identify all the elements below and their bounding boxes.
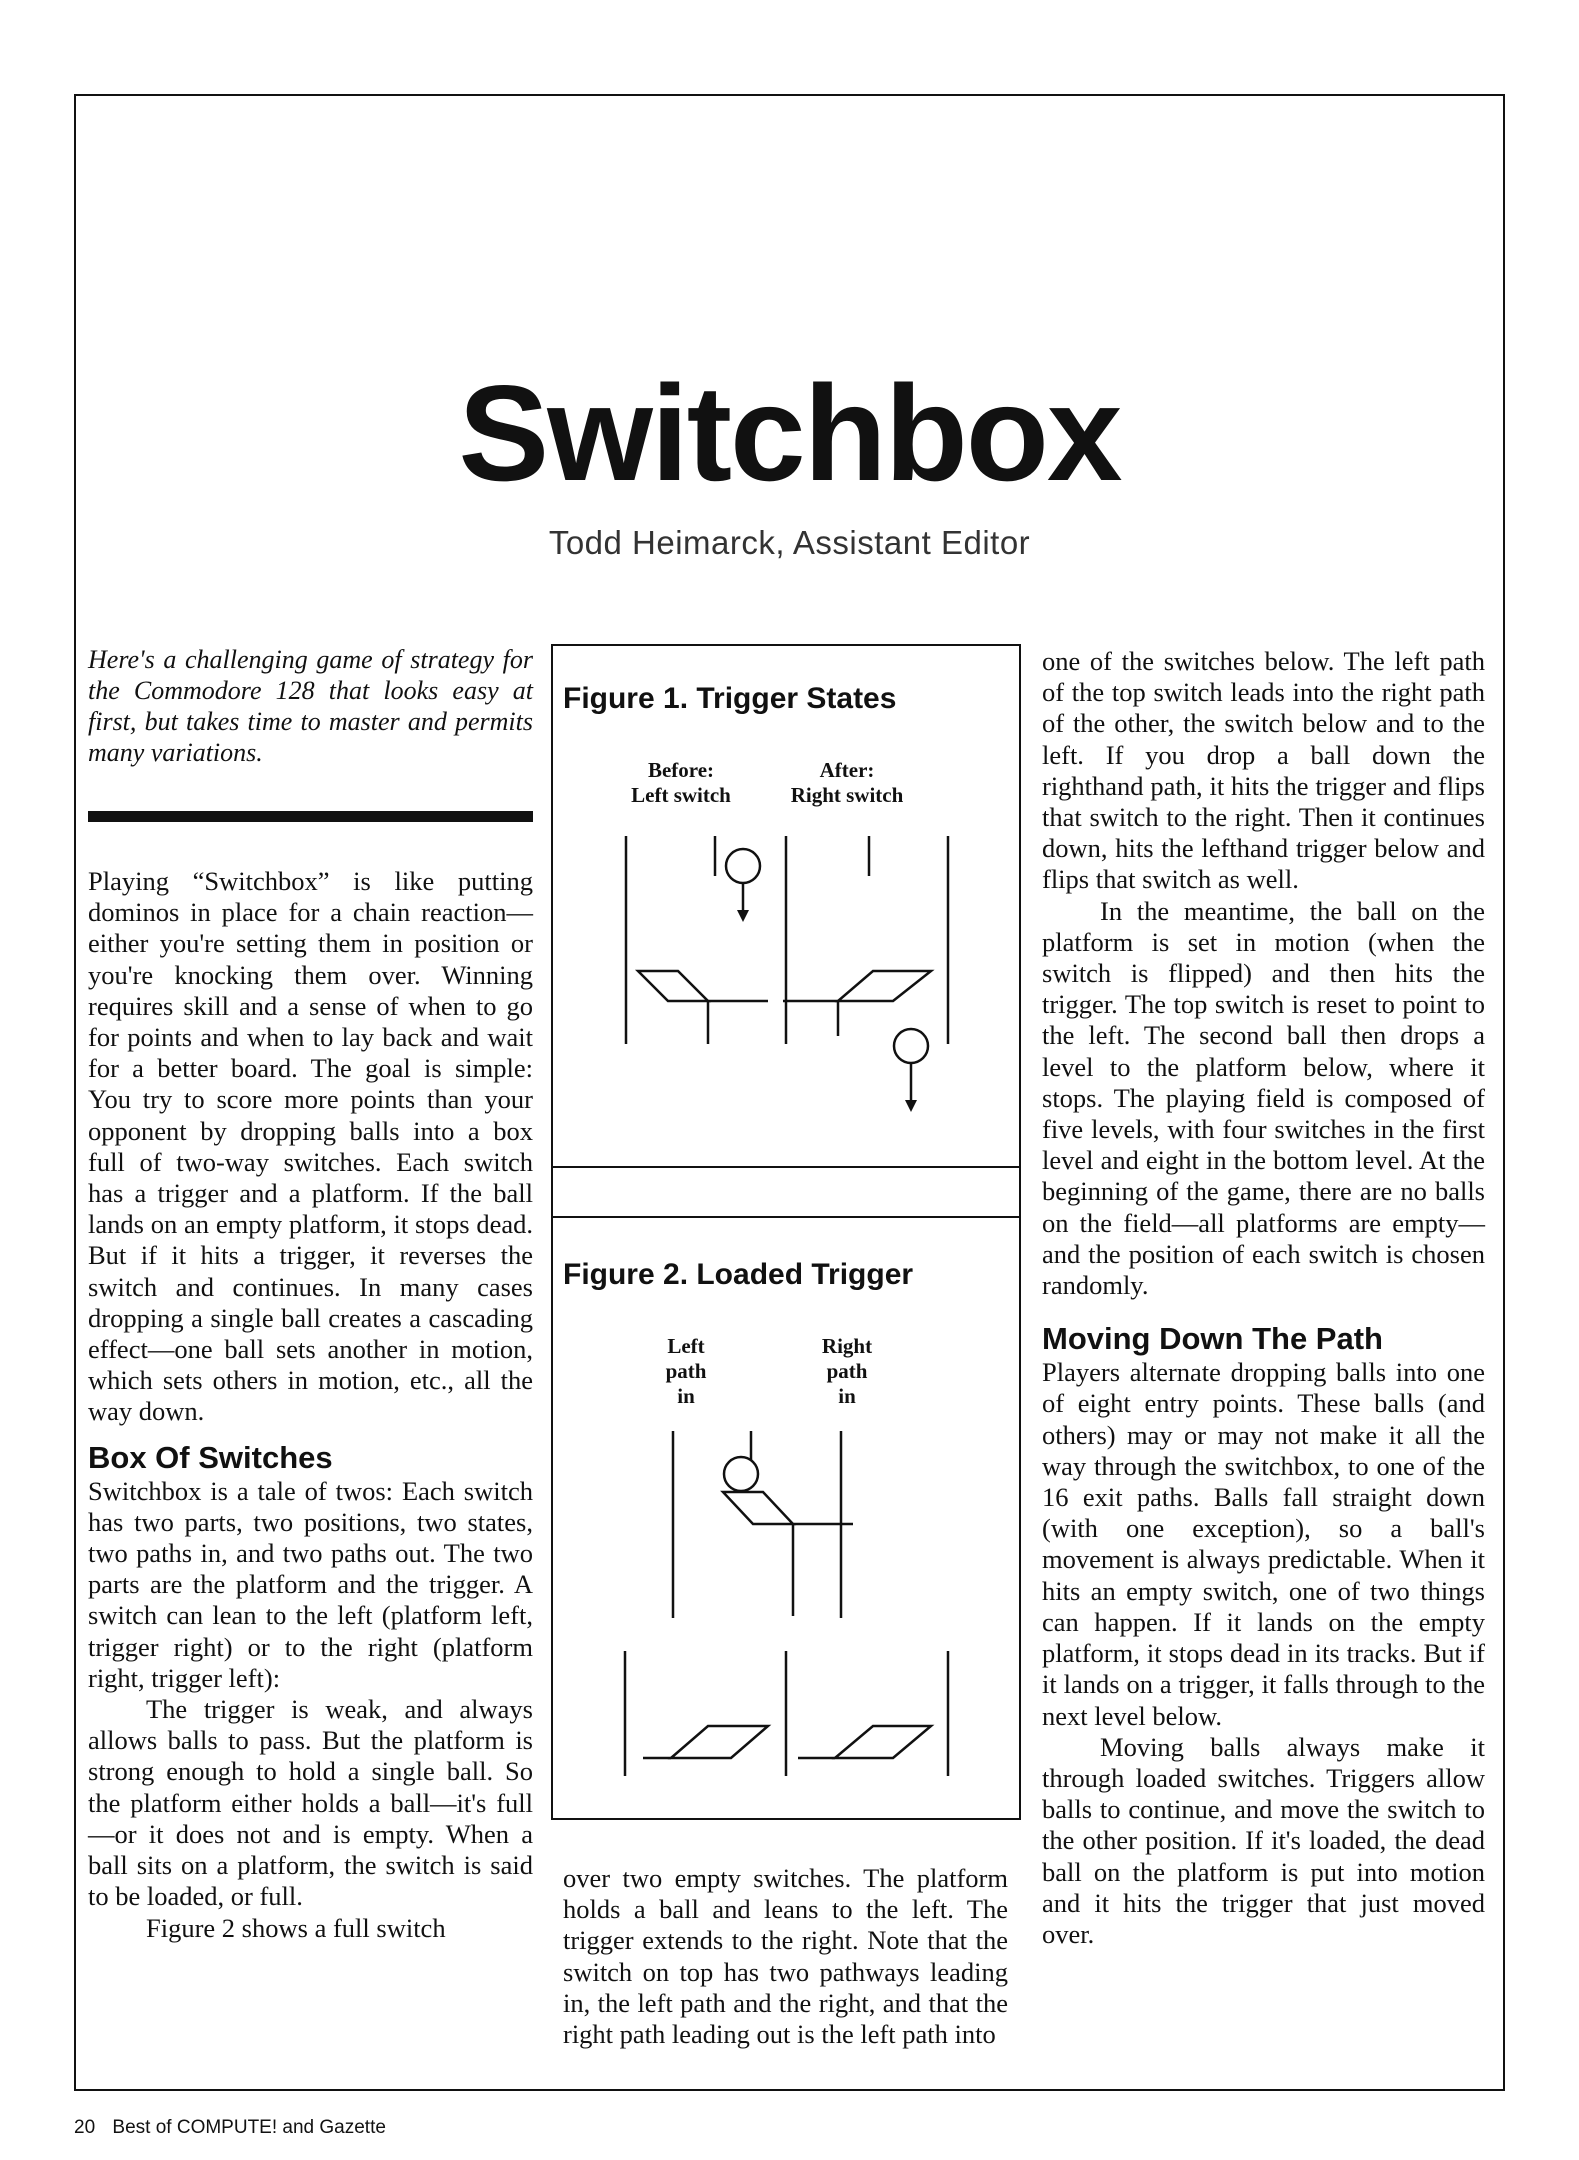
column-1	[88, 644, 533, 1944]
section-heading: Box Of Switches	[88, 1439, 333, 1475]
label-line: in	[677, 1384, 695, 1408]
publication-name: Best of COMPUTE! and Gazette	[112, 2117, 386, 2138]
label-line: After:	[819, 758, 875, 782]
body-paragraph: Figure 2 shows a full switch	[146, 1912, 446, 1943]
figure-2-title: Figure 2. Loaded Trigger	[563, 1258, 914, 1291]
article-intro: Here's a challenging game of strategy for the Commodore 128 that looks easy at first, but takes time to master and permits many variations.	[88, 645, 533, 767]
article-byline: Todd Heimarck, Assistant Editor	[548, 524, 1031, 561]
body-paragraph: one of the switches below. The left path of the top switch leads into the right path of the other, the switch below and to the left. If you drop a ball down the righthand path, it hits the trigger and flips that switch to the right. Then it continues down, hits the lefthand trigger below and flips that switch as well.	[1042, 646, 1485, 895]
figure-1-title: Figure 1. Trigger States	[563, 682, 897, 715]
label-line: Before:	[647, 758, 715, 782]
body-paragraph: Switchbox is a tale of twos: Each switch has two parts, two positions, two states, two paths in, and two paths out. The two parts are the platform and the trigger. A switch can lean to the left (platform left, trigger right) or to the right (platform right, trigger left):	[88, 1475, 533, 1693]
label-line: Left	[667, 1334, 705, 1358]
body-paragraph: In the meantime, the ball on the platform is set in motion (when the switch is flipped) and then hits the trigger. The top switch is reset to point to the left. The second ball then drops a level to the platform below, where it stops. The playing field is composed of five levels, with four switches in the first level and eight in the bottom level. At the beginning of the game, there are no balls on the field—all platforms are empty—and the position of each switch is chosen randomly.	[1042, 895, 1485, 1301]
body-paragraph: Players alternate dropping balls into one of eight entry points. These balls (and others) may or may not make it all the way through the switchbox, to one of the 16 exit paths. Balls fall straight down (with one exception), so a ball's movement is always predictable. When it hits an empty switch, one of two things can happen. If it lands on the empty platform, it stops dead in its tracks. But if it lands on a trigger, it falls through to the next level below.	[1042, 1357, 1485, 1731]
figure-separator	[553, 1166, 1019, 1168]
body-paragraph: Playing “Switchbox” is like putting dominos in place for a chain reaction—either you're setting them in position or you're knocking them over. Winning requires skill and a sense of when to go for points and when to lay back and wait for a better board. The goal is simple: You try to score more points than your opponent by dropping balls into a box full of two-way switches. Each switch has a trigger and a platform. If the ball lands on an empty platform, it stops dead. But if it hits a trigger, it reverses the switch and continues. In many cases dropping a single ball creates a cascading effect—one ball sets another in motion, which sets others in motion, etc., all the way down.	[88, 866, 533, 1427]
label-line: Right	[821, 1334, 873, 1358]
body-paragraph: Moving balls always make it through loaded switches. Triggers allow balls to continue, and move the switch to the other position. If it's loaded, the dead ball on the platform is put into motion and it hits the trigger that just moved over.	[1042, 1731, 1485, 1949]
column-2	[563, 1863, 1008, 2050]
divider-rule	[88, 811, 533, 822]
label-line: path	[665, 1359, 707, 1383]
body-paragraph: over two empty switches. The platform holds a ball and leans to the left. The trigger extends to the right. Note that the switch on top has two pathways leading in, the left path and the right, and that the right path leading out is the left path into	[563, 1863, 1008, 2050]
label-line: Left switch	[631, 783, 731, 807]
article-title: Switchbox	[458, 357, 1121, 509]
page-number: 20	[74, 2117, 96, 2138]
label-line: in	[838, 1384, 856, 1408]
figure-1-diagram	[553, 646, 1019, 1166]
label-line: path	[826, 1359, 868, 1383]
label-line: Right switch	[790, 783, 904, 807]
figure-box	[551, 644, 1021, 1820]
body-paragraph: The trigger is weak, and always allows balls to pass. But the platform is strong enough to hold a single ball. So the platform either holds a ball—it's full—or it does not and is empty. When a ball sits on a platform, the switch is said to be loaded, or full.	[88, 1694, 533, 1912]
section-heading: Moving Down The Path	[1042, 1321, 1383, 1357]
figure-2-diagram	[553, 1216, 1019, 1820]
page-footer	[74, 2117, 386, 2139]
column-3	[1042, 646, 1485, 1950]
